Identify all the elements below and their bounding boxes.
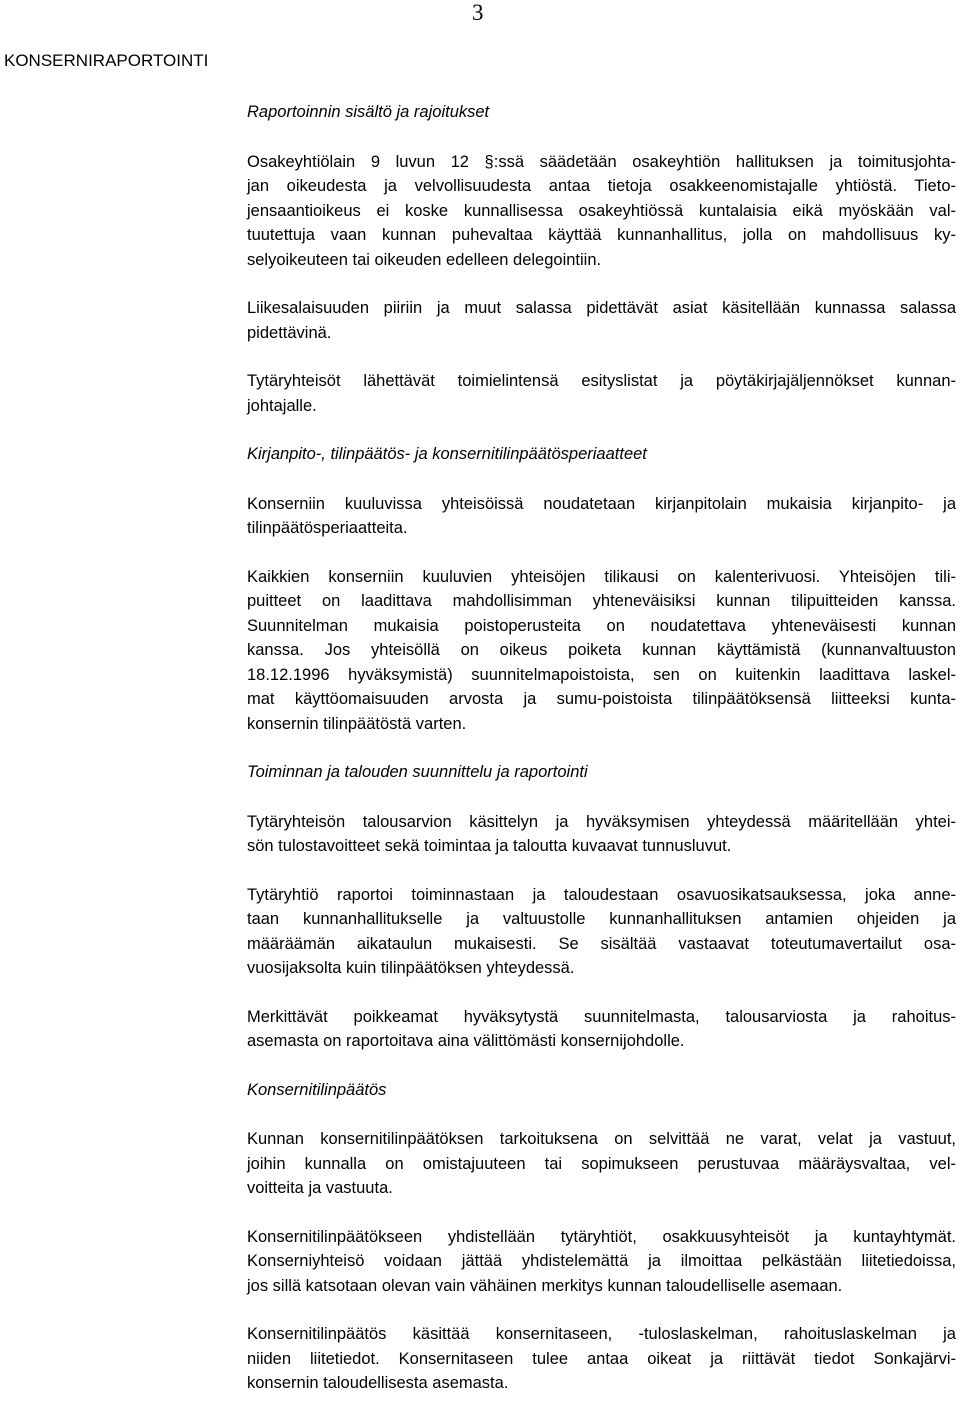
paragraph <box>247 1005 956 1054</box>
paragraph-line: asemasta on raportoitava aina välittömästi konsernijohdolle. <box>247 1032 685 1050</box>
paragraph-line: puitteet on laadittava mahdollisimman yhteneväisiksi kunnan tilipuitteiden kanssa. <box>247 592 956 610</box>
paragraph <box>247 296 956 345</box>
paragraph-line: jos sillä katsotaan olevan vain vähäinen merkitys kunnan taloudelliselle asemaan. <box>247 1276 843 1295</box>
paragraph-line: mat käyttöomaisuuden arvosta ja sumu-poistoista tilinpäätöksensä liitteeksi kunta- <box>247 690 956 708</box>
paragraph-line: Tytäryhtiö raportoi toiminnastaan ja taloudestaan osavuosikatsauksessa, joka anne- <box>247 885 956 904</box>
paragraph <box>247 1127 956 1201</box>
paragraph-line: kanssa. Jos yhteisöllä on oikeus poiketa kunnan käyttämistä (kunnanvaltuuston <box>247 641 956 659</box>
paragraph <box>247 1225 956 1299</box>
paragraph-line: Konserniyhteisö voidaan jättää yhdistelemättä ja ilmoittaa pelkästään liitetiedoissa, <box>247 1252 956 1270</box>
paragraph-line: Merkittävät poikkeamat hyväksytystä suunnitelmasta, talousarviosta ja rahoitus- <box>247 1007 956 1026</box>
paragraph-line: Tytäryhteisöt lähettävät toimielintensä esityslistat ja pöytäkirjajäljennökset kunnan- <box>247 372 956 390</box>
paragraph-line: vuosijaksolta kuin tilinpäätöksen yhteydessä. <box>247 959 575 977</box>
paragraph-line: Konserniin kuuluvissa yhteisöissä noudatetaan kirjanpitolain mukaisia kirjanpito- ja <box>247 494 956 513</box>
paragraph <box>247 1322 956 1396</box>
paragraph-line: voitteita ja vastuuta. <box>247 1179 393 1197</box>
document-body <box>247 100 956 1420</box>
paragraph <box>247 369 956 418</box>
paragraph-line: selyoikeuteen tai oikeuden edelleen delegointiin. <box>247 250 602 269</box>
paragraph <box>247 810 956 859</box>
paragraph-line: konsernin taloudellisesta asemasta. <box>247 1374 509 1392</box>
document-title: KONSERNIRAPORTOINTI <box>4 51 209 70</box>
paragraph-line: määräämän aikataulun mukaisesti. Se sisältää vastaavat toteutumavertailut osa- <box>247 934 956 953</box>
paragraph-line: tuutettuja vaan kunnan puhevaltaa käyttää kunnanhallitus, jolla on mahdollisuus ky- <box>247 226 956 244</box>
page-number: 3 <box>472 0 484 25</box>
paragraph-line: Suunnitelman mukaisia poistoperusteita on noudatettava yhteneväisesti kunnan <box>247 616 956 635</box>
paragraph <box>247 883 956 981</box>
paragraph-line: Tytäryhteisön talousarvion käsittelyn ja hyväksymisen yhteydessä määritellään yhtei- <box>247 812 956 831</box>
paragraph-line: konsernin tilinpäätöstä varten. <box>247 714 467 733</box>
paragraph <box>247 150 956 273</box>
paragraph-line: joihin kunnalla on omistajuuteen tai sopimukseen perustuvaa määräysvaltaa, vel- <box>247 1154 956 1173</box>
paragraph-line: 18.12.1996 hyväksymistä) suunnitelmapoistoista, sen on kuitenkin laadittava laskel- <box>247 665 956 684</box>
paragraph-line: niiden liitetiedot. Konsernitaseen tulee antaa oikeat ja riittävät tiedot Sonkajärvi- <box>247 1349 956 1368</box>
paragraph-line: Kaikkien konserniin kuuluvien yhteisöjen tilikausi on kalenterivuosi. Yhteisöjen tili- <box>247 567 956 586</box>
paragraph-line: Liikesalaisuuden piiriin ja muut salassa pidettävät asiat käsitellään kunnassa salassa <box>247 299 956 317</box>
paragraph-line: Kunnan konsernitilinpäätöksen tarkoituksena on selvittää ne varat, velat ja vastuut, <box>247 1130 956 1148</box>
paragraph-line: johtajalle. <box>247 396 317 415</box>
paragraph-line: tilinpäätösperiaatteita. <box>247 519 408 537</box>
paragraph-line: jan oikeudesta ja velvollisuudesta antaa tietoja osakkeenomistajalle yhtiöstä. Tieto- <box>247 177 956 195</box>
paragraph <box>247 492 956 541</box>
section-heading: Toiminnan ja talouden suunnittelu ja raportointi <box>247 763 588 781</box>
section-heading: Raportoinnin sisältö ja rajoitukset <box>247 103 490 121</box>
paragraph-line: jensaantioikeus ei koske kunnallisessa osakeyhtiössä kuntalaisia eikä myöskään val- <box>247 201 956 220</box>
paragraph-line: Konsernitilinpäätös käsittää konsernitaseen, -tuloslaskelman, rahoituslaskelman ja <box>247 1325 956 1343</box>
paragraph-line: Konsernitilinpäätökseen yhdistellään tytäryhtiöt, osakkuusyhteisöt ja kuntayhtymät. <box>247 1227 956 1246</box>
paragraph-line: sön tulostavoitteet sekä toimintaa ja taloutta kuvaavat tunnusluvut. <box>247 837 732 855</box>
paragraph <box>247 565 956 737</box>
section-heading: Konsernitilinpäätös <box>247 1080 387 1099</box>
paragraph-line: Osakeyhtiölain 9 luvun 12 §:ssä säädetään osakeyhtiön hallituksen ja toimitusjohta- <box>247 152 956 171</box>
paragraph-line: pidettävinä. <box>247 323 332 342</box>
paragraph-line: taan kunnanhallitukselle ja valtuustolle kunnanhallituksen antamien ohjeiden ja <box>247 910 956 928</box>
section-heading: Kirjanpito-, tilinpäätös- ja konsernitilinpäätösperiaatteet <box>247 445 647 463</box>
